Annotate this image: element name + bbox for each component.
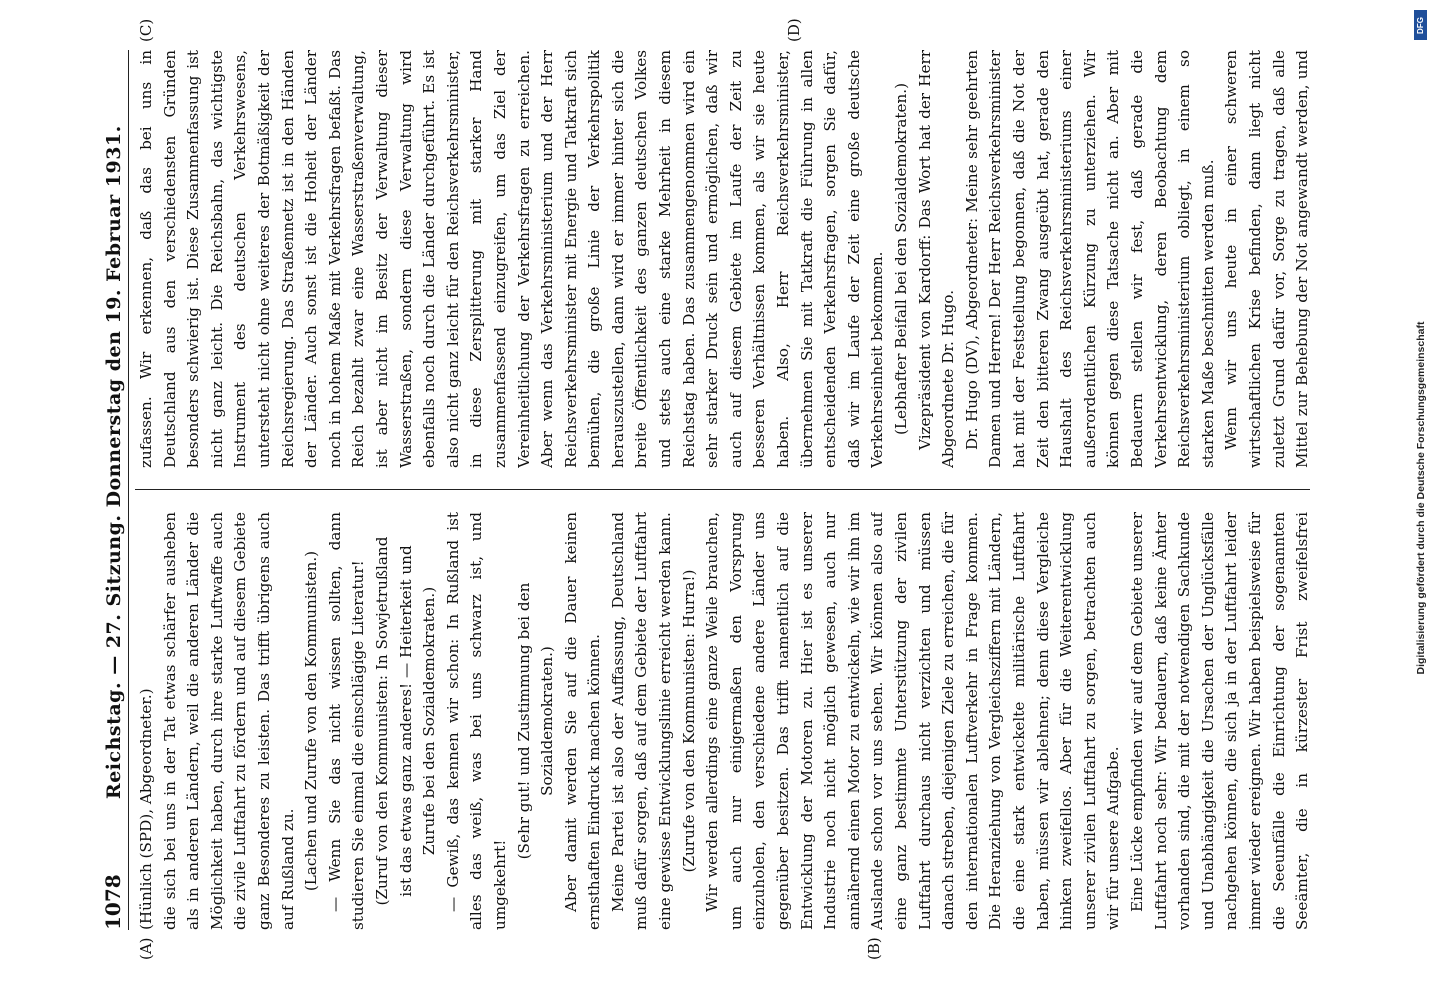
left-column [135,512,1315,930]
left-paragraph: Meine Partei ist also der Auffassung, Deutschland muß dafür sorgen, daß auf dem Gebiete der Luftfahrt eine gewisse Entwicklungslinie erreicht werden kann. [608,512,675,930]
right-paragraph: zufassen. Wir erkennen, daß das bei uns in Deutschland aus den verschiedensten Gründen besonders schwierig ist. Diese Zusammenfassung ist nicht ganz leicht. Die Reichsbahn, das wichtigste Instrument des deutschen Verkehrswesens, untersteht nicht ohne weiteres der Botmäßigkeit der Reichsregierung. Das Straßennetz ist in den Händen der Länder. Auch sonst ist die Hoheit der Länder noch in hohem Maße mit Verkehrsfragen befaßt. Das Reich bezahlt zwar eine Wasserstraßenverwaltung, ist aber nicht im Besitz der Verwaltung dieser Wasserstraßen, sondern diese Verwaltung wird ebenfalls noch durch die Länder durchgeführt. Es ist also nicht ganz leicht für den Reichsverkehrsminister, in diese Zersplitterung mit starker Hand zusammenfassend einzugreifen, um das Ziel der Vereinheitlichung der Verkehrsfragen zu erreichen. Aber wenn das Verkehrsministerium und der Herr Reichsverkehrsminister mit Energie und Tatkraft sich bemühen, die große Linie der Verkehrspolitik herauszustellen, dann wird er immer hinter sich die breite Öffentlichkeit des ganzen deutschen Volkes und stets auch eine starke Mehrheit in diesem Reichstag haben. Das zusammengenommen wird ein sehr starker Druck sein und ermöglichen, daß wir auch auf diesem Gebiete im Laufe der Zeit zu besseren Verhältnissen kommen, als wir sie heute haben. Also, Herr Reichsverkehrsminister, übernehmen Sie mit Tatkraft die Führung in allen entscheidenden Verkehrsfragen, sorgen Sie dafür, daß wir im Laufe der Zeit eine große deutsche Verkehrseinheit bekommen. [137,50,887,468]
left-paragraph: (Zurufe von den Kommunisten: Hurra!) [679,569,698,873]
margin-marker-c: (C) [137,18,155,42]
margin-marker-a: (A) [137,937,155,960]
left-paragraph: Aber damit werden Sie auf die Dauer keinen ernsthaften Eindruck machen können. [561,512,604,930]
right-paragraph: Vizepräsident von Kardorff: Das Wort hat der Herr Abgeordnete Dr. Hugo. [915,50,958,468]
left-paragraph: Wir werden allerdings eine ganze Weile brauchen, um auch nur einigermaßen den Vorsprung einzuholen, den verschiedene andere Länder uns gegenüber besitzen. Das trifft namentlich auf die Entwicklung der Motoren zu. Hier ist es unserer Industrie noch nicht möglich gewesen, auch nur annähernd einen Motor zu entwickeln, wie wir ihn im Auslande schon vor uns sehen. Wir können also auf eine ganz bestimmte Unterstützung der zivilen Luftfahrt durchaus nicht verzichten und müssen danach streben, diejenigen Ziele zu erreichen, die für den internationalen Luftverkehr in Frage kommen. Die Heranziehung von Vergleichsziffern mit Ländern, die eine stark entwickelte militärische Luftfahrt haben, müssen wir ablehnen; denn diese Vergleiche hinken zweifellos. Aber für die Weiterentwicklung unserer zivilen Luftfahrt zu sorgen, betrachten auch wir für unsere Aufgabe. [703,512,1123,930]
left-paragraph: — Gewiß, das kennen wir schon: In Rußland ist alles das weiß, was bei uns schwarz ist, und umgekehrt! [443,512,509,930]
left-paragraph: (Zuruf von den Kommunisten: In Sowjetrußland ist das etwas ganz anderes! — Heiterkeit und Zurufe bei den Sozialdemokraten.) [372,536,439,906]
margin-marker-b: (B) [865,937,883,960]
left-paragraph: die sich bei uns in der Tat etwas schärfer ausheben als in anderen Ländern, weil die anderen Länder die Möglichkeit haben, durch ihre starke Luftwaffe auch die zivile Luftfahrt zu fördern und auf diesem Gebiete ganz Besonderes zu leisten. Das trifft übrigens auch auf Rußland zu. [160,512,297,930]
right-paragraph: (Lebhafter Beifall bei den Sozialdemokraten.) [892,83,910,436]
page-content [95,18,1320,960]
dfg-credit [1414,8,1428,988]
right-paragraph: Dr. Hugo (DV), Abgeordneter: Meine sehr geehrten Damen und Herren! Der Herr Reichsverkehrsminister hat mit der Feststellung begonnen, daß die Not der Zeit den bitteren Zwang ausgeübt hat, gerade den Haushalt des Reichsverkehrsministeriums einer außerordentlichen Kürzung zu unterziehen. Wir können gegen diese Tatsache nicht an. Aber mit Bedauern stellen wir fest, daß gerade die Verkehrsentwicklung, deren Beobachtung dem Reichsverkehrsministerium obliegt, in einem so starken Maße beschnitten werden muß. [962,50,1217,468]
dfg-logo-icon [1414,10,1427,40]
dfg-logo-text: DFG [1416,16,1426,34]
column-divider [135,489,1310,490]
margin-marker-d: (D) [785,18,803,42]
right-paragraph: Wenn wir uns heute in einer schweren wirtschaftlichen Krise befinden, dann liegt nicht zuletzt Grund dafür vor, Sorge zu tragen, daß alle Mittel zur Behebung der Not angewandt werden, und [1222,50,1312,468]
page-header [95,50,129,930]
left-paragraph: (Sehr gut! und Zustimmung bei den Sozialdemokraten.) [514,582,557,860]
left-paragraph: (Hünlich (SPD), Abgeordneter.) [137,688,155,930]
left-paragraph: Eine Lücke empfinden wir auf dem Gebiete unserer Luftfahrt noch sehr: Wir bedauern, daß keine Ämter vorhanden sind, die mit der notwendigen Sachkunde und Unabhängigkeit die Ursachen der Unglücksfälle nachgehen können, die sich ja in der Luftfahrt leider immer wieder ereignen. Wir haben beispielsweise für die Seeunfälle die Einrichtung der sogenannten Seeämter, die in kürzester Frist zweifelsfrei [1127,512,1312,930]
dfg-credit-text: Digitalisierung gefördert durch die Deutsche Forschungsgemeinschaft [1415,321,1427,675]
page-number: 1078 [101,874,125,930]
right-column [135,50,1315,468]
left-paragraph: — Wenn Sie das nicht wissen sollten, dann studieren Sie einmal die einschlägige Literatur! [325,512,368,930]
left-paragraph: (Lachen und Zurufe von den Kommunisten.) [302,550,321,892]
page-title: Reichstag. — 27. Sitzung. Donnerstag den 19. Februar 1931. [103,125,125,800]
